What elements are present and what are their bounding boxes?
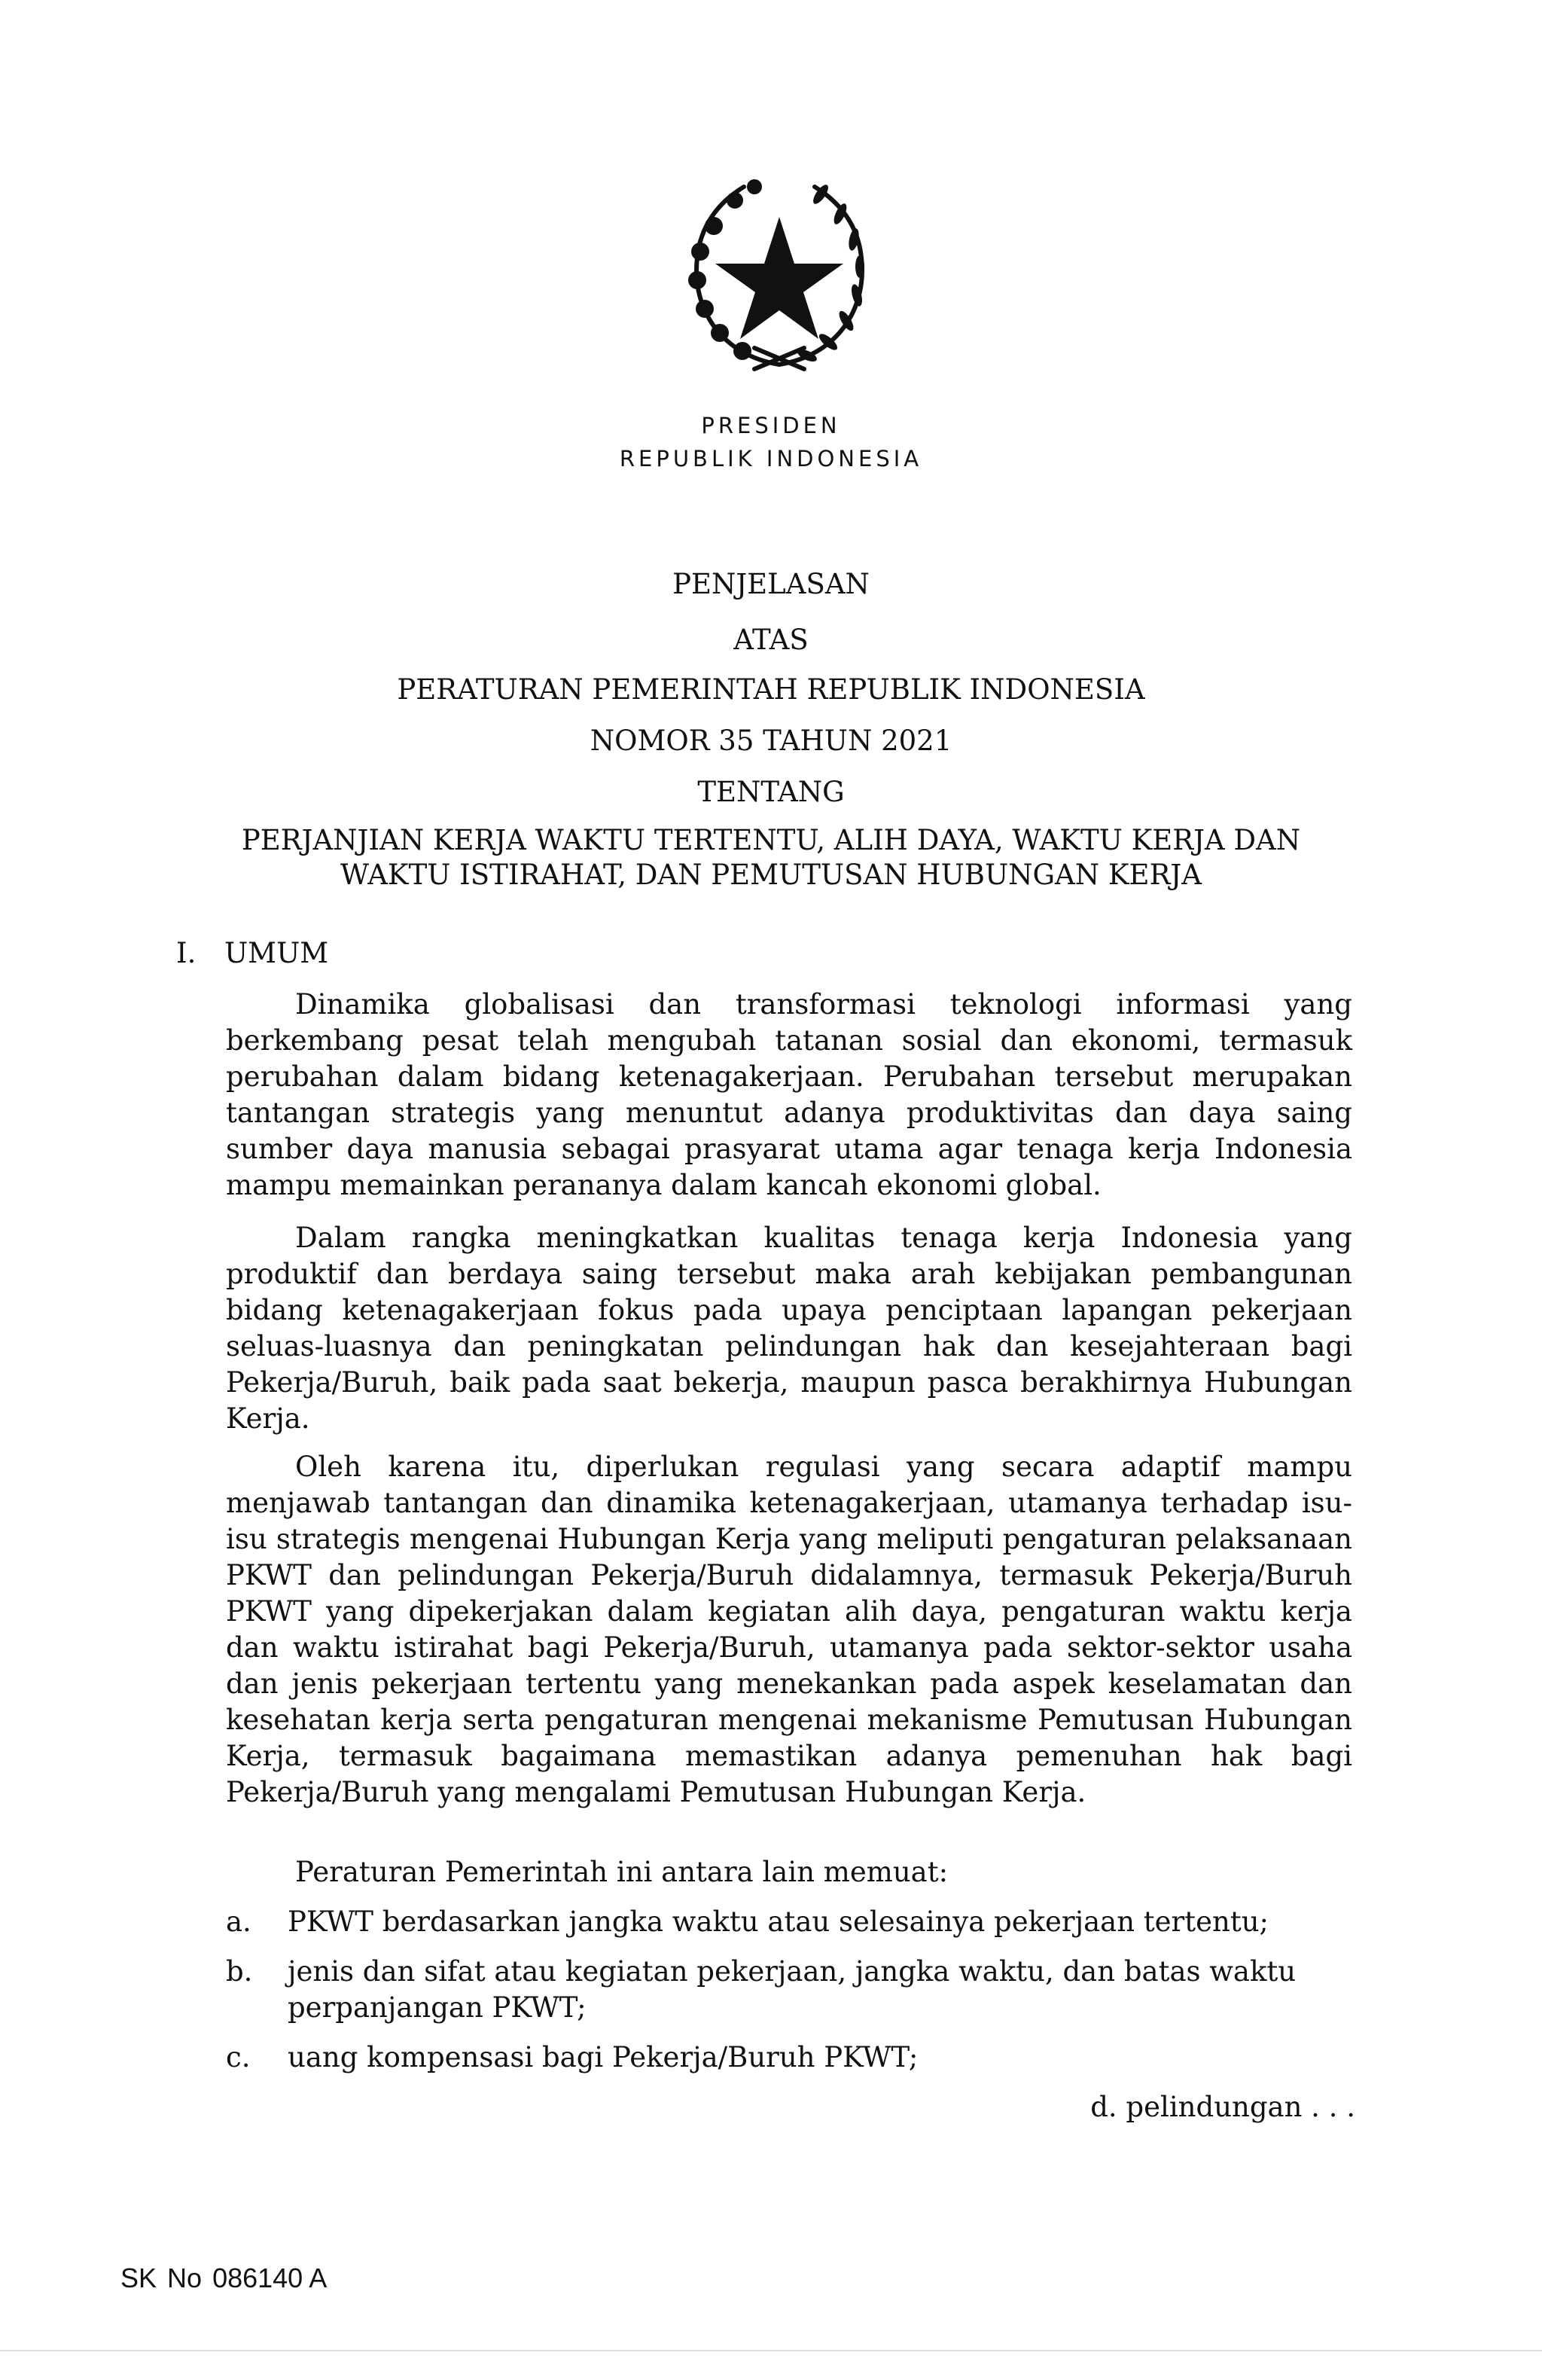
- sk-serial-number: [120, 2263, 337, 2294]
- section-title: UMUM: [224, 937, 329, 969]
- body-paragraph: Dinamika globalisasi dan transformasi teknologi informasi yang berkembang pesat telah mengubah tatanan sosial dan ekonomi, termasuk perubahan dalam bidang ketenagakerjaan. Perubahan tersebut merupakan tantangan strategis yang menuntut adanya produktivitas dan daya saing sumber daya manusia sebagai prasyarat utama agar tenaga kerja Indonesia mampu memainkan perananya dalam kancah ekonomi global.: [226, 988, 1352, 1201]
- body-paragraph: Oleh karena itu, diperlukan regulasi yang secara adaptif mampu menjawab tantangan dan dinamika ketenagakerjaan, utamanya terhadap isu-isu strategis mengenai Hubungan Kerja yang meliputi pengaturan pelaksanaan PKWT dan pelindungan Pekerja/Buruh didalamnya, termasuk Pekerja/Buruh PKWT yang dipekerjakan dalam kegiatan alih daya, pengaturan waktu kerja dan waktu istirahat bagi Pekerja/Buruh, utamanya pada sektor-sektor usaha dan jenis pekerjaan tertentu yang menekankan pada aspek keselamatan dan kesehatan kerja serta pengaturan mengenai mekanisme Pemutusan Hubungan Kerja, termasuk bagaimana memastikan adanya pemenuhan hak bagi Pekerja/Buruh yang mengalami Pemutusan Hubungan Kerja.: [226, 1451, 1352, 1808]
- doc-title-line-4: NOMOR 35 TAHUN 2021: [590, 725, 952, 757]
- garuda-star-wreath-emblem-icon: [670, 167, 888, 386]
- sk-no-label: No: [167, 2263, 203, 2293]
- section-number: I.: [176, 937, 197, 969]
- section-heading: [176, 935, 328, 972]
- list-intro-paragraph: Peraturan Pemerintah ini antara lain memuat:: [295, 1856, 949, 1888]
- list-item: [226, 2040, 1352, 2076]
- list-item-text: uang kompensasi bagi Pekerja/Buruh PKWT;: [288, 2041, 919, 2073]
- list-item: [226, 1904, 1352, 1940]
- doc-title-line-3: PERATURAN PEMERINTAH REPUBLIK INDONESIA: [397, 673, 1145, 706]
- page-continuation-catchword: d. pelindungan . . .: [1090, 2091, 1355, 2123]
- doc-title-line-5: TENTANG: [697, 776, 845, 808]
- doc-title-line-6: PERJANJIAN KERJA WAKTU TERTENTU, ALIH DAYA, WAKTU KERJA DAN: [241, 824, 1301, 856]
- issuer-country: REPUBLIK INDONESIA: [619, 446, 923, 471]
- sk-number: 086140 A: [212, 2263, 328, 2293]
- list-item-marker: c.: [226, 2041, 251, 2073]
- list-item-text: jenis dan sifat atau kegiatan pekerjaan, jangka waktu, dan batas waktu perpanjangan PKWT;: [288, 1955, 1297, 2024]
- body-paragraph: Dalam rangka meningkatkan kualitas tenaga kerja Indonesia yang produktif dan berdaya saing tersebut maka arah kebijakan pembangunan bidang ketenagakerjaan fokus pada upaya penciptaan lapangan pekerjaan seluas-luasnya dan peningkatan pelindungan hak dan kesejahteraan bagi Pekerja/Buruh, baik pada saat bekerja, maupun pasca berakhirnya Hubungan Kerja.: [226, 1222, 1352, 1435]
- sk-label: SK: [120, 2263, 157, 2293]
- list-item-marker: a.: [226, 1906, 251, 1938]
- scan-edge-divider: [0, 2350, 1542, 2351]
- doc-title-line-1: PENJELASAN: [672, 568, 870, 600]
- doc-title-line-2: ATAS: [733, 624, 809, 656]
- issuer-title: PRESIDEN: [701, 413, 841, 438]
- list-item: [226, 1954, 1352, 2026]
- list-item-text: PKWT berdasarkan jangka waktu atau selesainya pekerjaan tertentu;: [288, 1906, 1269, 1938]
- list-item-marker: b.: [226, 1955, 253, 1988]
- doc-title-line-7: WAKTU ISTIRAHAT, DAN PEMUTUSAN HUBUNGAN KERJA: [340, 859, 1202, 891]
